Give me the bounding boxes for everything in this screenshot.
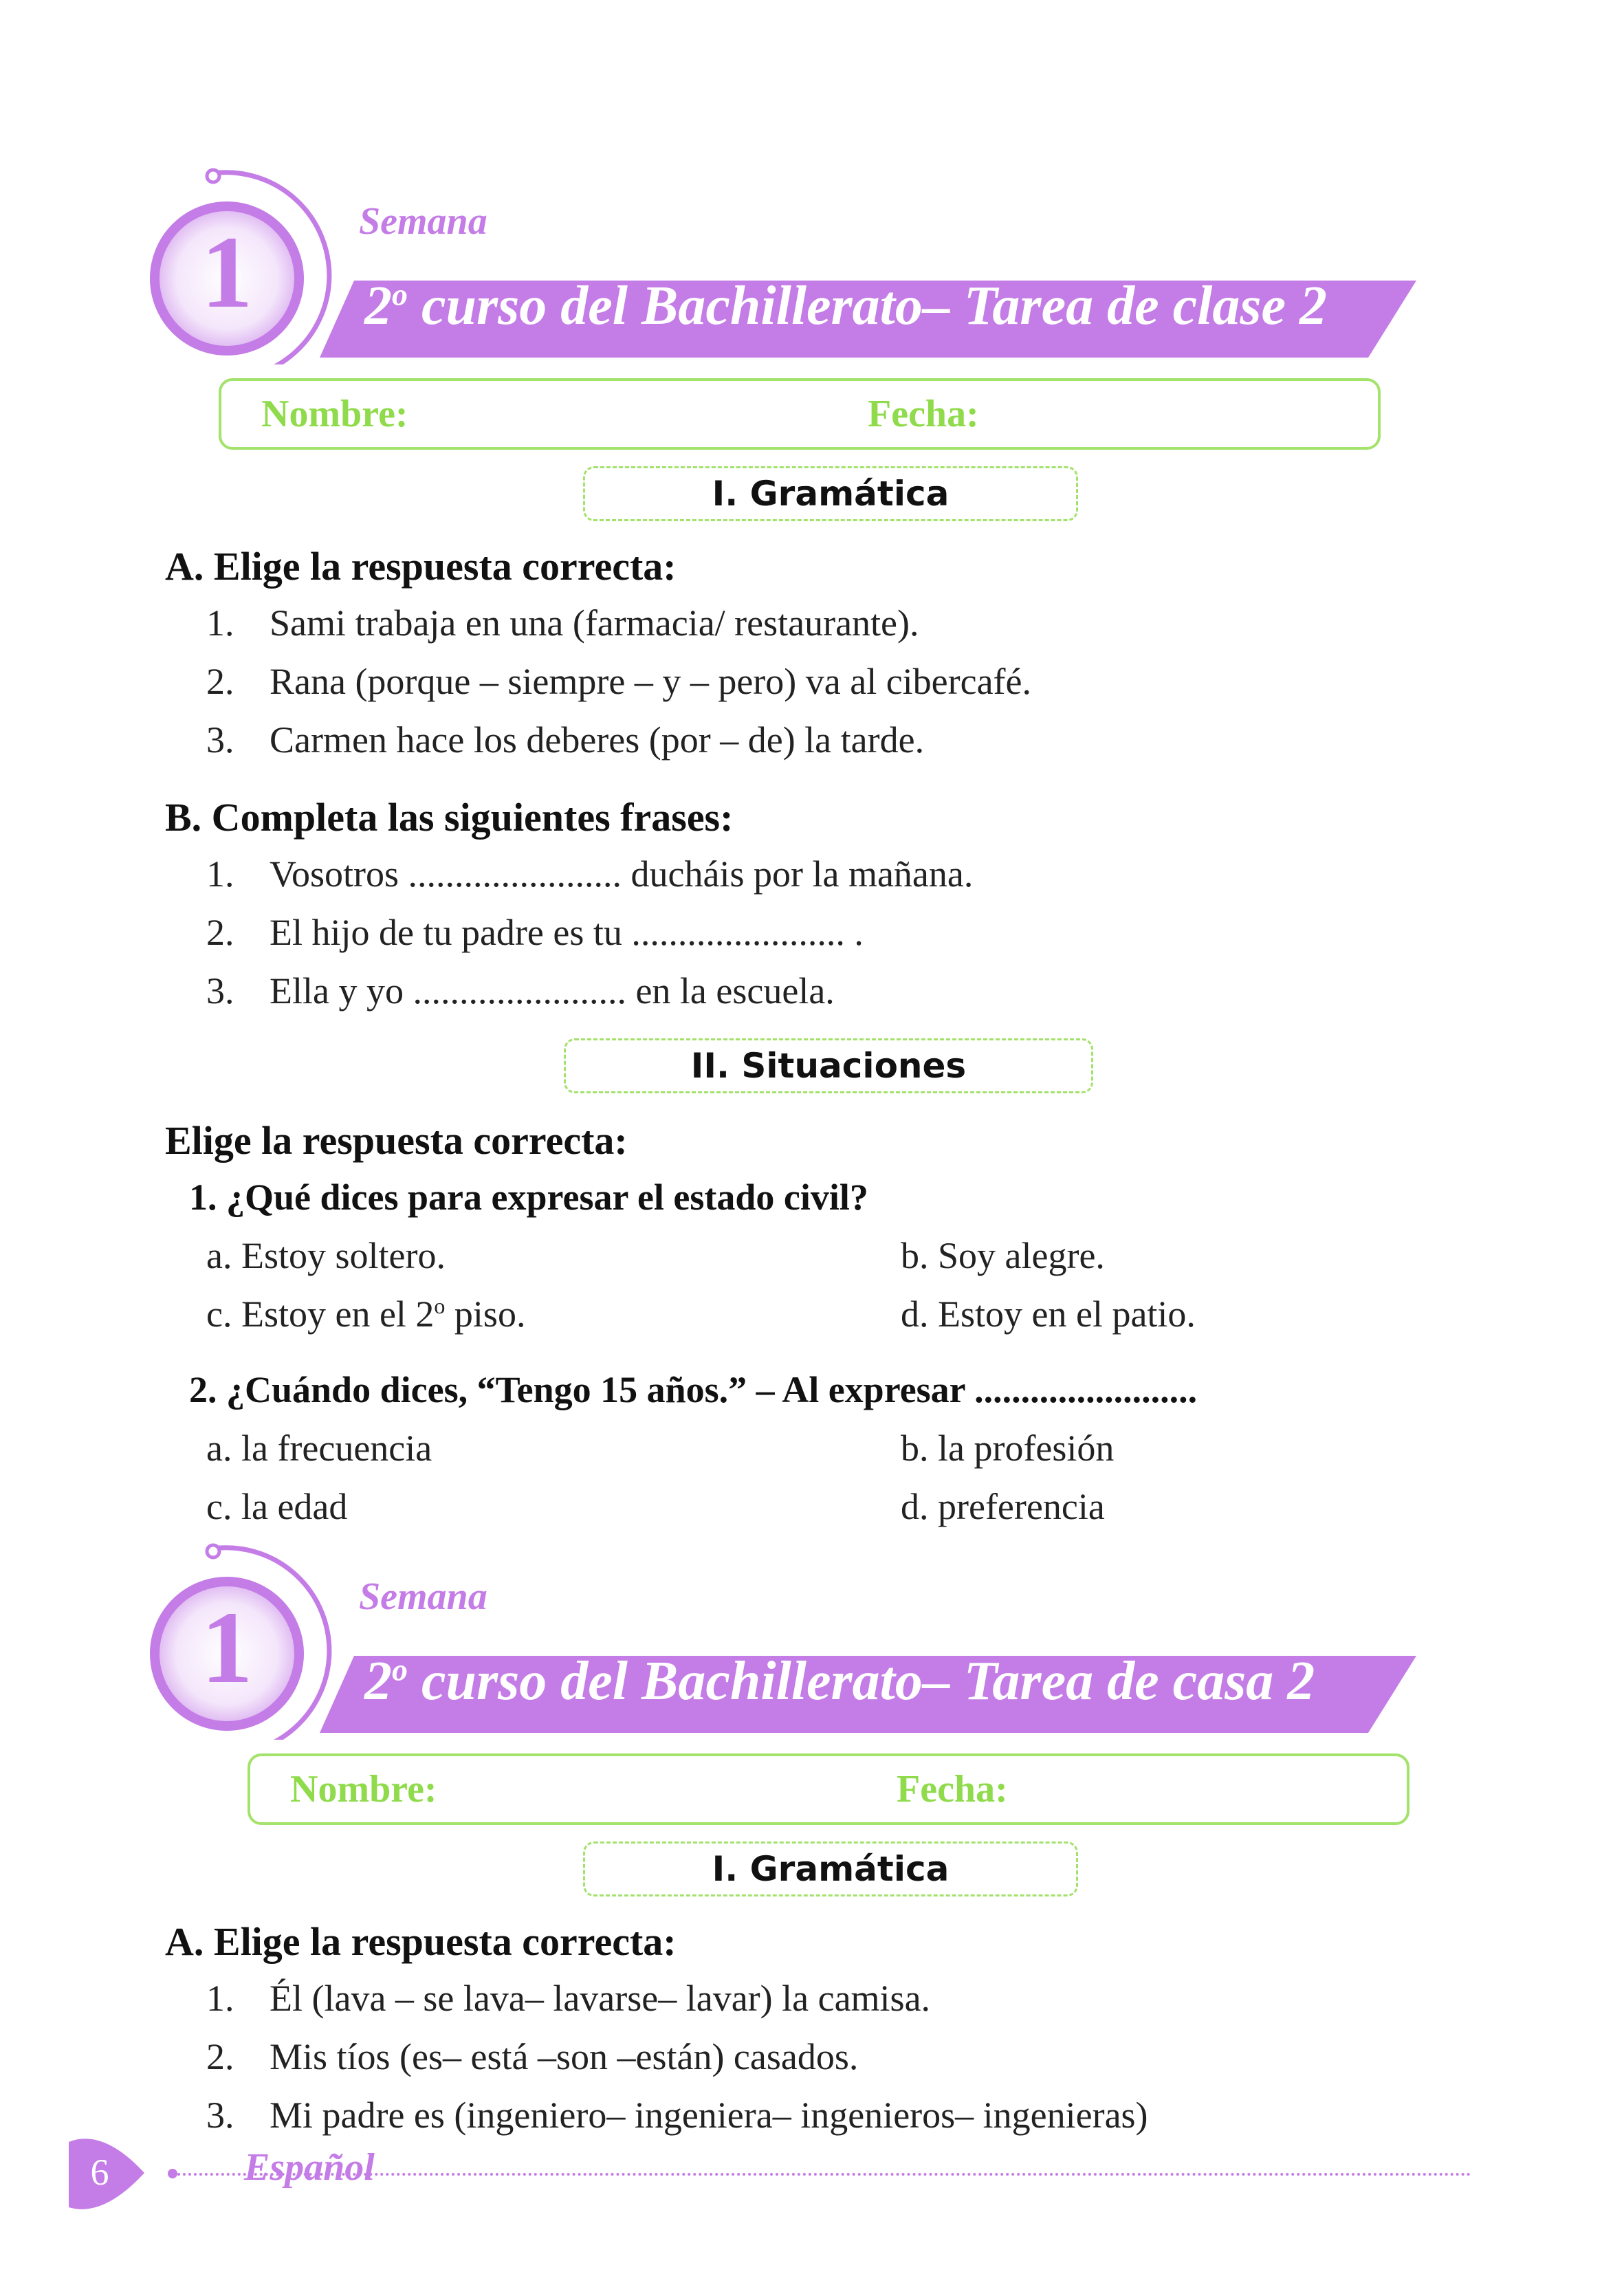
list-item: 3. Ella y yo ....................... en la escuela.: [206, 970, 835, 1012]
week-number: 1: [201, 215, 253, 329]
title-superscript: o: [392, 276, 408, 312]
week-label: Semana: [359, 200, 487, 243]
fecha-label: Fecha:: [868, 393, 979, 435]
list-item: 3. Carmen hace los deberes (por – de) la tarde.: [206, 719, 925, 761]
option-c: c. Estoy en el 2$^o$ piso.: [206, 1293, 526, 1335]
list-item: 1. Sami trabaja en una (farmacia/ restaurante).: [206, 602, 919, 644]
title-text: curso del Bachillerato– Tarea de casa 2: [408, 1651, 1315, 1712]
page-title: [364, 1650, 1315, 1713]
page-number: 6: [90, 2152, 109, 2193]
name-date-box: [248, 1753, 1409, 1825]
title-superscript: o: [392, 1652, 408, 1687]
section-heading-gramatica: I. Gramática: [583, 466, 1078, 521]
list-item: 2. Rana (porque – siempre – y – pero) va al cibercafé.: [206, 661, 1032, 702]
option-d: d. preferencia: [901, 1486, 1105, 1527]
option-d: d. Estoy en el patio.: [901, 1293, 1196, 1335]
option-b: b. Soy alegre.: [901, 1235, 1105, 1276]
title-prefix: 2: [364, 276, 392, 336]
question-1: 1. ¿Qué dices para expresar el estado civil?: [189, 1177, 868, 1218]
footer-dot: [168, 2169, 177, 2178]
week-header-2: [0, 1533, 1624, 1740]
fecha-label: Fecha:: [897, 1768, 1008, 1811]
nombre-label: Nombre:: [290, 1768, 437, 1811]
section-heading-gramatica: I. Gramática: [583, 1841, 1078, 1896]
footer-subject: Español: [244, 2146, 375, 2189]
list-item: 1. Él (lava – se lava– lavarse– lavar) la camisa.: [206, 1978, 931, 2019]
list-item: 2. Mis tíos (es– está –son –están) casados.: [206, 2036, 859, 2077]
exercise-b-title: B. Completa las siguientes frases:: [165, 795, 734, 840]
list-item: 1. Vosotros ....................... ducháis por la mañana.: [206, 853, 974, 895]
page-number-badge: [62, 2132, 151, 2221]
list-item: 3. Mi padre es (ingeniero– ingeniera– ingenieros– ingenieras): [206, 2095, 1148, 2136]
option-a: a. Estoy soltero.: [206, 1235, 446, 1276]
page-title: [364, 275, 1327, 338]
situaciones-title: Elige la respuesta correcta:: [165, 1118, 628, 1163]
question-2: 2. ¿Cuándo dices, “Tengo 15 años.” – Al expresar ........................: [189, 1369, 1198, 1410]
nombre-label: Nombre:: [261, 393, 408, 435]
section-heading-situaciones: II. Situaciones: [564, 1038, 1093, 1093]
title-prefix: 2: [364, 1651, 392, 1712]
title-text: curso del Bachillerato– Tarea de clase 2: [408, 276, 1327, 336]
week-number: 1: [201, 1590, 253, 1705]
exercise-a-title: A. Elige la respuesta correcta:: [165, 544, 677, 589]
option-a: a. la frecuencia: [206, 1428, 432, 1469]
exercise-a-title: A. Elige la respuesta correcta:: [165, 1919, 677, 1964]
week-header-1: [0, 158, 1624, 364]
option-c: c. la edad: [206, 1486, 348, 1527]
list-item: 2. El hijo de tu padre es tu ....................... .: [206, 912, 864, 953]
week-label: Semana: [359, 1575, 487, 1618]
name-date-box: [219, 378, 1381, 450]
option-b: b. la profesión: [901, 1428, 1115, 1469]
